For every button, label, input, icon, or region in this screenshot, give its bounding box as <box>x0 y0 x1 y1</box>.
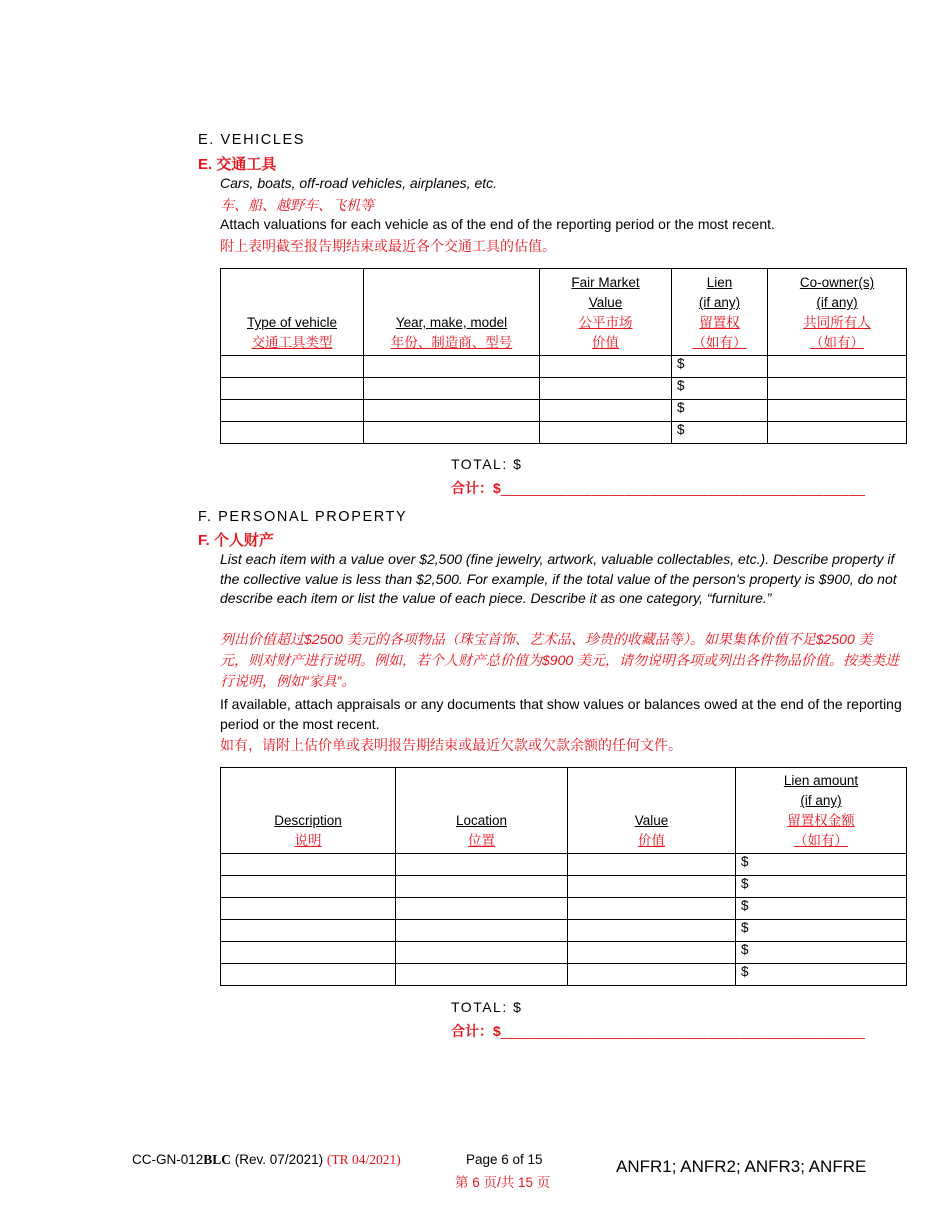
cell-value-input[interactable] <box>568 942 736 964</box>
col-label-zh: 交通工具类型 <box>251 335 333 350</box>
form-revision: (Rev. 07/2021) <box>234 1152 324 1167</box>
section-f-heading: F. PERSONAL PROPERTY <box>198 509 408 525</box>
col-type-of-vehicle <box>221 269 364 356</box>
section-f-instruction2: If available, attach appraisals or any documents that show values or balances owed at the end of the reporting period or the most recent. <box>220 696 902 732</box>
cell-type-input[interactable] <box>221 378 364 400</box>
dollar-sign: $ <box>677 400 685 415</box>
cell-description-input[interactable] <box>221 854 396 876</box>
vehicles-total-label-zh: 合计：$ <box>451 480 501 496</box>
cell-description-input[interactable] <box>221 876 396 898</box>
col-label-zh: （如有） <box>794 833 848 848</box>
table-row <box>221 964 907 986</box>
col-label-zh: 价值 <box>638 833 665 848</box>
col-label: Co-owner(s) <box>799 275 875 290</box>
table-row <box>221 898 907 920</box>
section-f-instruction2-zh: 如有，请附上估价单或表明报告期结束或最近欠款或欠款余额的任何文件。 <box>220 737 682 753</box>
col-label: Lien amount <box>783 773 859 788</box>
cell-coowner-input[interactable] <box>768 422 907 444</box>
section-e-heading-zh: E. 交通工具 <box>198 156 277 173</box>
cell-lien-input[interactable] <box>672 356 768 378</box>
cell-lien-amount-input[interactable] <box>736 942 907 964</box>
cell-lien-amount-input[interactable] <box>736 964 907 986</box>
cell-location-input[interactable] <box>396 964 568 986</box>
dollar-sign: $ <box>741 942 749 957</box>
col-label: Lien <box>706 275 733 290</box>
table-row <box>221 942 907 964</box>
section-e-heading: E. VEHICLES <box>198 132 306 148</box>
table-row <box>221 356 907 378</box>
cell-location-input[interactable] <box>396 876 568 898</box>
col-label: (if any) <box>698 295 741 310</box>
cell-value-input[interactable] <box>568 898 736 920</box>
col-label: Type of vehicle <box>246 315 338 330</box>
cell-location-input[interactable] <box>396 920 568 942</box>
table-row <box>221 378 907 400</box>
cell-location-input[interactable] <box>396 854 568 876</box>
form-suffix: BLC <box>203 1152 232 1167</box>
cell-type-input[interactable] <box>221 356 364 378</box>
cell-value-input[interactable] <box>568 964 736 986</box>
col-label: Fair Market <box>571 275 640 290</box>
dollar-sign: $ <box>677 356 685 371</box>
cell-value-input[interactable] <box>540 378 672 400</box>
cell-coowner-input[interactable] <box>768 378 907 400</box>
section-e-subtitle-zh: 车、船、越野车、飞机等 <box>220 197 374 213</box>
cell-lien-input[interactable] <box>672 400 768 422</box>
vehicles-total-label: TOTAL: $ <box>451 456 523 472</box>
col-label-zh: 公平市场 <box>578 315 633 330</box>
cell-location-input[interactable] <box>396 942 568 964</box>
col-location <box>396 768 568 854</box>
property-total-line: ____________________________________________ <box>500 1023 866 1039</box>
col-value <box>568 768 736 854</box>
personal-property-table <box>220 767 907 986</box>
form-id: CC-GN-012 <box>132 1152 204 1167</box>
table-row <box>221 422 907 444</box>
col-label-zh: （如有） <box>692 335 747 350</box>
cell-lien-input[interactable] <box>672 422 768 444</box>
cell-year-input[interactable] <box>364 356 540 378</box>
vehicles-total-field[interactable] <box>451 478 865 498</box>
cell-value-input[interactable] <box>540 422 672 444</box>
col-label: Value <box>634 813 669 828</box>
cell-location-input[interactable] <box>396 898 568 920</box>
cell-lien-input[interactable] <box>672 378 768 400</box>
table-row <box>221 854 907 876</box>
cell-description-input[interactable] <box>221 942 396 964</box>
dollar-sign: $ <box>741 964 749 979</box>
vehicles-table <box>220 268 907 444</box>
table-row <box>221 876 907 898</box>
cell-description-input[interactable] <box>221 920 396 942</box>
dollar-sign: $ <box>741 854 749 869</box>
cell-coowner-input[interactable] <box>768 400 907 422</box>
cell-description-input[interactable] <box>221 964 396 986</box>
col-label-zh: 价值 <box>592 335 619 350</box>
col-label: (if any) <box>816 295 858 310</box>
cell-lien-amount-input[interactable] <box>736 854 907 876</box>
col-lien-amount <box>736 768 907 854</box>
cell-value-input[interactable] <box>568 854 736 876</box>
cell-year-input[interactable] <box>364 422 540 444</box>
vehicles-total-line: ____________________________________________ <box>500 480 866 496</box>
cell-value-input[interactable] <box>568 876 736 898</box>
col-lien <box>672 269 768 356</box>
cell-year-input[interactable] <box>364 378 540 400</box>
table-row <box>221 920 907 942</box>
col-description <box>221 768 396 854</box>
col-label-zh: （如有） <box>810 335 864 350</box>
property-table-header <box>221 768 907 854</box>
section-f-heading-zh: F. 个人财产 <box>198 532 274 549</box>
property-total-field[interactable] <box>451 1021 865 1041</box>
cell-lien-amount-input[interactable] <box>736 920 907 942</box>
col-label: Value <box>588 295 623 310</box>
page-number-zh: 第 6 页/共 15 页 <box>455 1175 551 1190</box>
cell-year-input[interactable] <box>364 400 540 422</box>
section-e-instruction-zh: 附上表明截至报告期结束或最近各个交通工具的估值。 <box>220 238 556 254</box>
section-e-subtitle: Cars, boats, off-road vehicles, airplanes, etc. <box>220 175 498 191</box>
vehicles-table-header <box>221 269 907 356</box>
dollar-sign: $ <box>677 422 685 437</box>
col-co-owners <box>768 269 907 356</box>
col-year-make-model <box>364 269 540 356</box>
footer-codes: ANFR1; ANFR2; ANFR3; ANFRE <box>616 1157 867 1176</box>
dollar-sign: $ <box>741 898 749 913</box>
dollar-sign: $ <box>677 378 685 393</box>
col-label-zh: 留置权 <box>699 315 740 330</box>
section-f-instruction: List each item with a value over $2,500 (fine jewelry, artwork, valuable collectables, etc.). Describe property if the collective value is less than $2,500. For example, if the total value of the person's property is $900, do not describe each item or list the value of each piece. Describe it as one category, “furniture.” <box>220 551 897 606</box>
col-label: Year, make, model <box>395 315 508 330</box>
cell-value-input[interactable] <box>568 920 736 942</box>
col-label: Description <box>274 813 342 828</box>
col-label-zh: 留置权金额 <box>787 813 855 828</box>
col-label-zh: 年份、制造商、型号 <box>390 335 513 350</box>
cell-lien-amount-input[interactable] <box>736 876 907 898</box>
dollar-sign: $ <box>741 920 749 935</box>
cell-lien-amount-input[interactable] <box>736 898 907 920</box>
cell-type-input[interactable] <box>221 400 364 422</box>
col-fair-market-value <box>540 269 672 356</box>
form-id-line <box>132 1152 401 1168</box>
col-label-zh: 共同所有人 <box>803 315 871 330</box>
page-number: Page 6 of 15 <box>466 1152 543 1167</box>
section-f-instruction-zh: 列出价值超过$2500 美元的各项物品（珠宝首饰、艺术品、珍贵的收藏品等）。如果集体价值不足$2500 美元，则对财产进行说明。例如，若个人财产总价值为$900 美元，请勿说明各项或列出各件物品价值。按类类进行说明，例如“家具”。 <box>220 631 900 689</box>
table-row <box>221 400 907 422</box>
property-total-label-zh: 合计：$ <box>451 1023 501 1039</box>
section-e-instruction: Attach valuations for each vehicle as of the end of the reporting period or the most recent. <box>220 216 775 232</box>
col-label-zh: 说明 <box>294 833 322 848</box>
col-label: Location <box>455 813 508 828</box>
cell-coowner-input[interactable] <box>768 356 907 378</box>
cell-value-input[interactable] <box>540 400 672 422</box>
cell-type-input[interactable] <box>221 422 364 444</box>
cell-value-input[interactable] <box>540 356 672 378</box>
form-translation: (TR 04/2021) <box>326 1152 401 1167</box>
cell-description-input[interactable] <box>221 898 396 920</box>
dollar-sign: $ <box>741 876 749 891</box>
col-label-zh: 位置 <box>468 833 495 848</box>
property-total-label: TOTAL: $ <box>451 999 523 1015</box>
col-label: (if any) <box>800 793 842 808</box>
